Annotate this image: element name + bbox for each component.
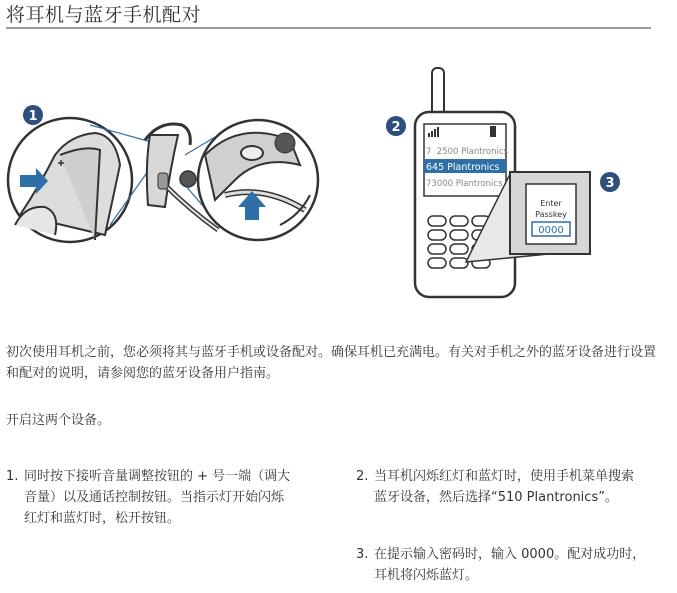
passkey-code: 0000 bbox=[538, 225, 564, 236]
phone-illustration bbox=[380, 60, 640, 305]
left-zoom-circle bbox=[8, 118, 132, 242]
step-3-text: 在提示输入密码时，输入 0000。配对成功时，耳机将闪烁蓝灯。 bbox=[374, 547, 646, 583]
page-title: 将耳机与蓝牙手机配对 bbox=[6, 4, 202, 26]
phone-list-item-2: 645 Plantronics bbox=[426, 162, 500, 173]
step-2-text: 当耳机闪烁红灯和蓝灯时，使用手机菜单搜索蓝牙设备，然后选择“510 Plantronics”。 bbox=[374, 469, 635, 505]
phone-list-item-3: 73000 Plantronics bbox=[426, 179, 503, 189]
step-3-number: 3. bbox=[356, 547, 369, 562]
callout-2-label: 2 bbox=[391, 120, 401, 135]
intro-paragraph: 初次使用耳机之前，您必须将其与蓝牙手机或设备配对。确保耳机已充满电。有关对手机之外的蓝牙设备进行设置和配对的说明，请参阅您的蓝牙设备用户指南。 bbox=[6, 345, 657, 381]
headset-illustration bbox=[0, 95, 330, 265]
callout-1-label: 1 bbox=[28, 109, 38, 124]
callout-1 bbox=[23, 105, 43, 125]
phone-list-item-1: 7 2500 Plantronics bbox=[426, 147, 508, 157]
callout-2 bbox=[386, 116, 406, 136]
step-2 bbox=[356, 466, 646, 508]
passkey-label-line2: Passkey bbox=[535, 210, 567, 219]
battery-icon bbox=[490, 126, 496, 137]
callout-3-label: 3 bbox=[605, 176, 615, 191]
passkey-label-line1: Enter bbox=[540, 199, 562, 208]
step-1-number: 1. bbox=[6, 469, 19, 484]
step-1-text: 同时按下接听音量调整按钮的 + 号一端（调大音量）以及通话控制按钮。当指示灯开始闪烁红灯和蓝灯时，松开按钮。 bbox=[24, 469, 291, 526]
title-divider bbox=[6, 27, 651, 29]
step-2-number: 2. bbox=[356, 469, 369, 484]
step-3 bbox=[356, 544, 646, 586]
callout-3 bbox=[600, 172, 620, 192]
step-1 bbox=[6, 466, 296, 529]
right-zoom-circle bbox=[198, 120, 318, 240]
power-on-instruction: 开启这两个设备。 bbox=[6, 413, 111, 428]
